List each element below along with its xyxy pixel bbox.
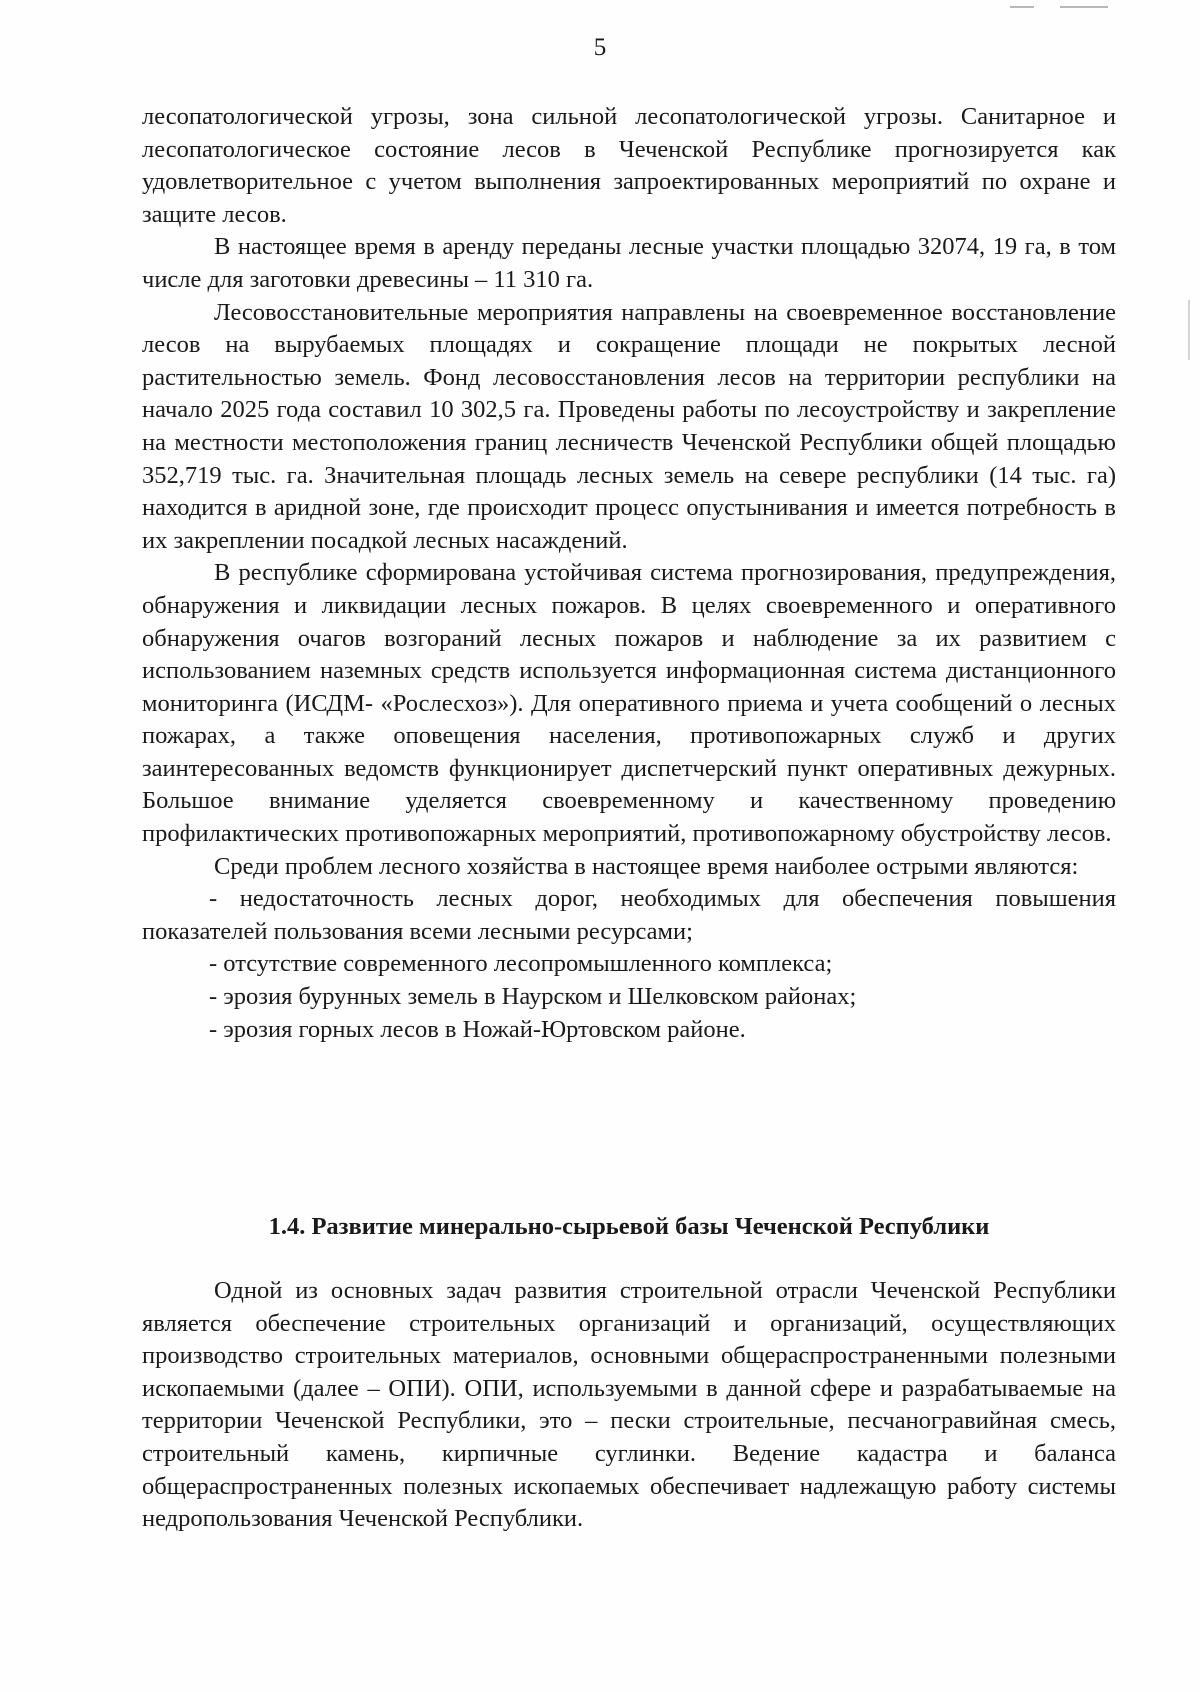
scan-artifact-top xyxy=(1010,6,1034,8)
paragraph-reforestation: Лесовосстановительные мероприятия направлены на своевременное восстановление лесов на вырубаемых площадях и сокращение площади не покрытых лесной растительностью земель. Фонд лесовосстановления лесов на территории республики на начало 2025 года составил 10 302,5 га. Проведены работы по лесоустройству и закрепление на местности местоположения границ лесничеств Чеченской Республики общей площадью 352,719 тыс. га. Значительная площадь лесных земель на севере республики (14 тыс. га) находится в аридной зоне, где происходит процесс опустынивания и имеется потребность в их закреплении посадкой лесных насаждений. xyxy=(142,298,1116,554)
body-text xyxy=(142,101,1116,1046)
paragraph-fire-protection: В республике сформирована устойчивая система прогнозирования, предупреждения, обнаружения и ликвидации лесных пожаров. В целях своевременного и оперативного обнаружения очагов возгораний лесных пожаров и наблюдение за их развитием с использованием наземных средств используется информационная система дистанционного мониторинга (ИСДМ- «Рослесхоз»). Для оперативного приема и учета сообщений о лесных пожарах, а также оповещения населения, противопожарных служб и других заинтересованных ведомств функционирует диспетчерский пункт оперативных дежурных. Большое внимание уделяется своевременному и качественному проведению профилактических противопожарных мероприятий, противопожарному обустройству лесов. xyxy=(142,559,1116,848)
list-item-sand-erosion: - эрозия бурунных земель в Наурском и Шелковском районах; xyxy=(209,983,857,1011)
paragraph-lease: В настоящее время в аренду переданы лесные участки площадью 32074, 19 га, в том числе для заготовки древесины – 11 310 га. xyxy=(142,233,1116,293)
section-heading: 1.4. Развитие минерально-сырьевой базы Чеченской Республики xyxy=(268,1213,990,1240)
list-item-roads: - недостаточность лесных дорог, необходимых для обеспечения повышения показателей пользования всеми лесными ресурсами; xyxy=(142,885,1116,945)
paragraph-problems-intro: Среди проблем лесного хозяйства в настоящее время наиболее острыми являются: xyxy=(214,852,1079,880)
paragraph-forest-pathology: лесопатологической угрозы, зона сильной лесопатологической угрозы. Санитарное и лесопатологическое состояние лесов в Чеченской Республике прогнозируется как удовлетворительное с учетом выполнения запроектированных мероприятий по охране и защите лесов. xyxy=(142,103,1116,228)
list-item-timber-industry: - отсутствие современного лесопромышленного комплекса; xyxy=(209,950,833,978)
paragraph-mineral-base: Одной из основных задач развития строительной отрасли Чеченской Республики является обеспечение строительных организаций и организаций, осуществляющих производство строительных материалов, основными общераспространенными полезными ископаемыми (далее – ОПИ). ОПИ, используемыми в данной сфере и разрабатываемые на территории Чеченской Республики, это – пески строительные, песчаногравийная смесь, строительный камень, кирпичные суглинки. Ведение кадастра и баланса общераспространенных полезных ископаемых обеспечивает надлежащую работу системы недропользования Чеченской Республики. xyxy=(142,1277,1116,1533)
page-number: 5 xyxy=(593,34,607,61)
scan-artifact-right-edge xyxy=(1188,300,1190,360)
section-body xyxy=(142,1275,1116,1536)
scan-artifact-top-2 xyxy=(1060,6,1108,8)
list-item-mountain-erosion: - эрозия горных лесов в Ножай-Юртовском районе. xyxy=(209,1015,746,1043)
